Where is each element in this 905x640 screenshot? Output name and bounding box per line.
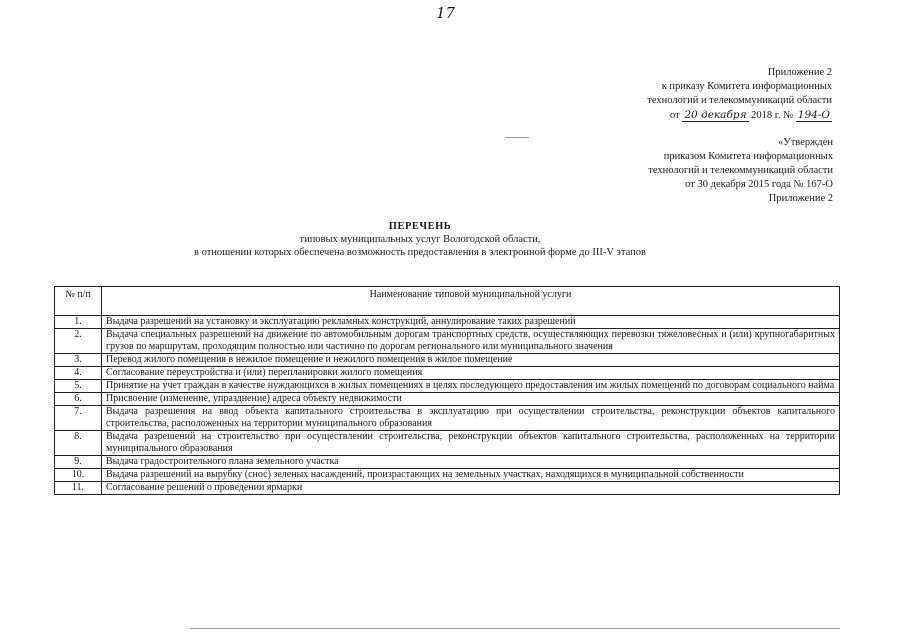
scan-artifact-dash xyxy=(505,137,529,138)
row-number: 9. xyxy=(55,456,102,469)
row-service-name: Перевод жилого помещения в нежилое помещение и нежилого помещения в жилое помещение xyxy=(102,354,840,367)
row-number: 11. xyxy=(55,482,102,495)
handwritten-date: 20 декабря xyxy=(684,109,747,121)
table-row xyxy=(55,354,840,367)
scan-artifact-line xyxy=(190,628,840,629)
handwritten-order-number: 194-О xyxy=(797,109,830,121)
row-service-name: Согласование решений о проведении ярмарки xyxy=(102,482,840,495)
row-number: 6. xyxy=(55,393,102,406)
row-service-name: Согласование переустройства и (или) перепланировки жилого помещения xyxy=(102,367,840,380)
table-row xyxy=(55,393,840,406)
heading-title: ПЕРЕЧЕНЬ xyxy=(388,221,452,232)
row-number: 10. xyxy=(55,469,102,482)
header-name: Наименование типовой муниципальной услуги xyxy=(102,287,840,316)
row-service-name: Выдача градостроительного плана земельного участка xyxy=(102,456,840,469)
appendix-line-1: Приложение 2 xyxy=(767,67,832,78)
table-row xyxy=(55,431,840,456)
row-number: 3. xyxy=(55,354,102,367)
row-number: 7. xyxy=(55,406,102,431)
approved-block xyxy=(573,136,833,206)
row-number: 8. xyxy=(55,431,102,456)
services-table xyxy=(54,286,840,495)
table-row xyxy=(55,329,840,354)
table-row xyxy=(55,316,840,329)
document-heading xyxy=(100,220,740,259)
appendix-line-2: к приказу Комитета информационных xyxy=(661,81,832,92)
row-service-name: Выдача разрешения на ввод объекта капитального строительства в эксплуатацию при осуществлении строительства, реконструкции объектов капитального строительства, расположенных на территории муниципального образования xyxy=(102,406,840,431)
row-number: 5. xyxy=(55,380,102,393)
appendix-line-3: технологий и телекоммуникаций области xyxy=(647,95,832,106)
row-service-name: Выдача разрешений на строительство при осуществлении строительства, реконструкции объектов капитального строительства, расположенных на территории муниципального образования xyxy=(102,431,840,456)
table-row xyxy=(55,367,840,380)
table-row xyxy=(55,469,840,482)
table-row xyxy=(55,482,840,495)
table-row xyxy=(55,456,840,469)
row-number: 4. xyxy=(55,367,102,380)
row-service-name: Выдача разрешений на вырубку (снос) зеленых насаждений, произрастающих на земельных участках, находящихся в муниципальной собственности xyxy=(102,469,840,482)
heading-line-3: в отношении которых обеспечена возможность предоставления в электронной форме до III-V этапов xyxy=(194,247,646,258)
row-service-name: Присвоение (изменение, упразднение) адреса объекту недвижимости xyxy=(102,393,840,406)
row-number: 2. xyxy=(55,329,102,354)
table-row xyxy=(55,380,840,393)
header-num: № п/п xyxy=(55,287,102,316)
table-row xyxy=(55,406,840,431)
row-service-name: Выдача разрешений на установку и эксплуатацию рекламных конструкций, аннулирование таких разрешений xyxy=(102,316,840,329)
table-header-row xyxy=(55,287,840,316)
date-year: 2018 г. № xyxy=(751,110,794,121)
row-service-name: Выдача специальных разрешений на движение по автомобильным дорогам транспортных средств, осуществляющих перевозки тяжеловесных и (или) крупногабаритных грузов по маршрутам, проходящим полностью или частично по дорогам регионального или муниципального значения xyxy=(102,329,840,354)
approved-line-4: от 30 декабря 2015 года № 167-О xyxy=(685,179,833,190)
heading-line-2: типовых муниципальных услуг Вологодской области, xyxy=(299,234,541,245)
approved-line-3: технологий и телекоммуникаций области xyxy=(648,165,833,176)
row-number: 1. xyxy=(55,316,102,329)
row-service-name: Принятие на учет граждан в качестве нуждающихся в жилых помещениях в целях последующего предоставления им жилых помещений по договорам социального найма xyxy=(102,380,840,393)
approved-line-1: «Утвержден xyxy=(778,137,833,148)
approved-line-2: приказом Комитета информационных xyxy=(663,151,833,162)
appendix-date-line xyxy=(572,108,832,123)
page-number: 17 xyxy=(436,4,456,22)
approved-line-5: Приложение 2 xyxy=(768,193,833,204)
date-prefix: от xyxy=(670,110,680,121)
appendix-block xyxy=(572,66,832,123)
